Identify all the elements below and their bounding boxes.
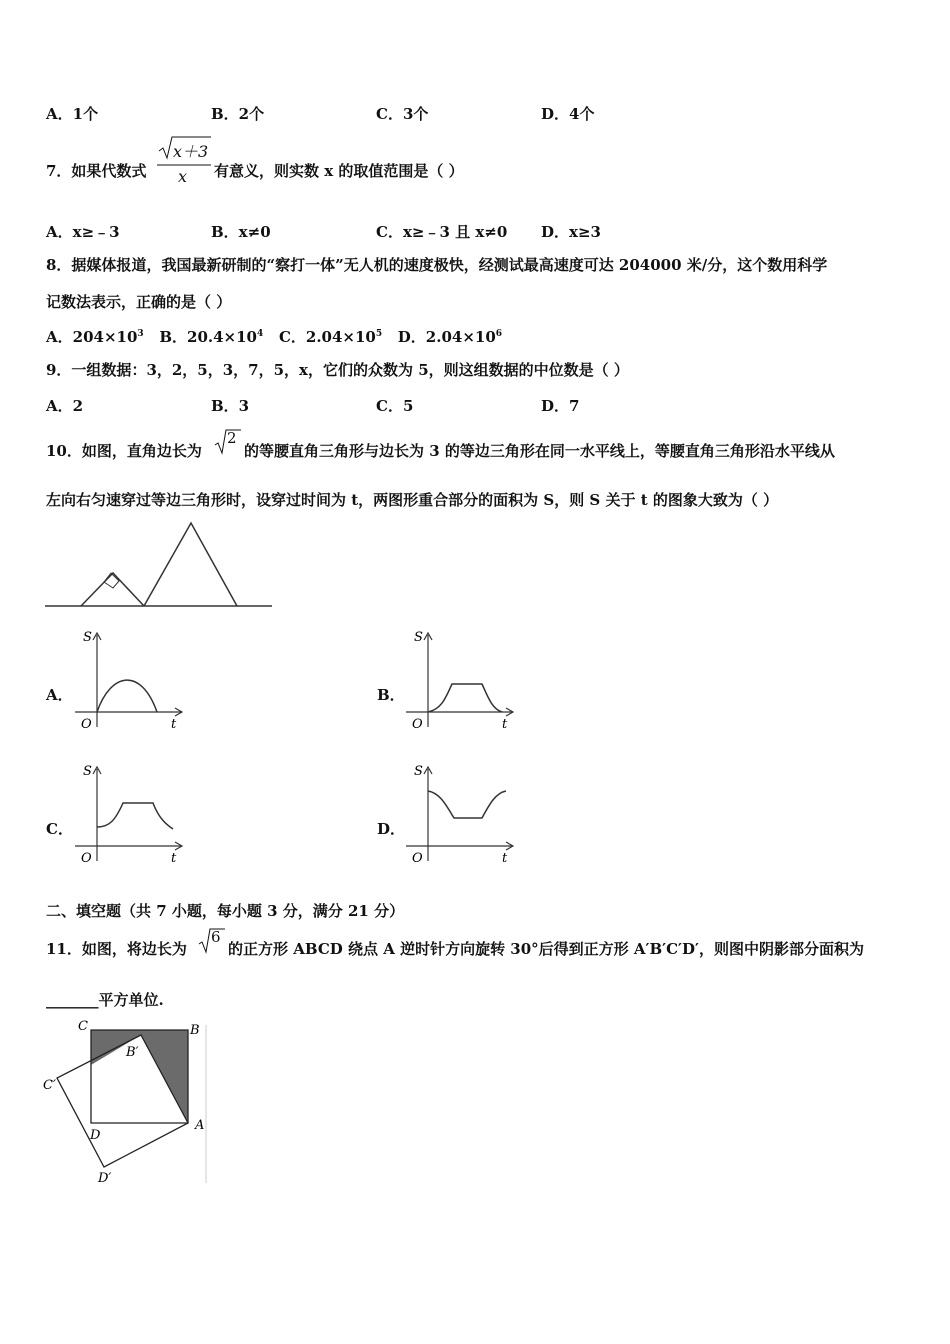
q9-stem: 9．一组数据：3，2，5，3，7，5，x，它们的众数为 5，则这组数据的中位数是（ ）	[46, 361, 629, 379]
q9-option-d: D．7	[541, 397, 580, 415]
q10-graph-c	[71, 761, 186, 869]
q10-option-a-label: A．	[46, 686, 73, 704]
q6-option-b: B．2个	[211, 105, 265, 123]
q7-fraction	[157, 136, 213, 190]
q9-option-c: C．5	[376, 397, 414, 415]
q7-stem-after: 有意义，则实数 x 的取值范围是（ ）	[214, 162, 464, 180]
q10-graph-a-s-label: S	[83, 630, 92, 645]
q8-option-a: A．204×10	[46, 328, 138, 346]
q11-label-d: D	[90, 1128, 101, 1143]
q10-figure	[44, 519, 276, 611]
q8-option-b-exponent: 4	[257, 329, 264, 339]
q11-label-a: A	[195, 1118, 205, 1133]
q7-option-b: B．x≠0	[211, 223, 271, 241]
q11-label-b-prime: B′	[126, 1045, 139, 1060]
q11-line2	[46, 990, 164, 1010]
q10-stem-before: 10．如图，直角边长为	[46, 442, 202, 460]
q11-answer-blank[interactable]: _______	[46, 991, 99, 1009]
q10-radicand: 2	[227, 429, 237, 447]
q10-graph-c-s-label: S	[83, 764, 92, 779]
q11-label-c-prime: C′	[43, 1078, 56, 1093]
q10-graph-a-origin: O	[81, 717, 92, 732]
q8-options	[46, 326, 502, 347]
q10-graph-d-s-label: S	[414, 764, 423, 779]
q6-option-a: A．1个	[46, 105, 99, 123]
q10-option-b-label: B．	[377, 686, 405, 704]
q8-option-d-exponent: 6	[495, 329, 503, 339]
q7-option-a: A．x≥﹣3	[46, 223, 120, 241]
q7-stem-before: 7．如果代数式	[46, 162, 147, 180]
q10-option-c-label: C．	[46, 820, 73, 838]
q10-graph-b	[402, 627, 517, 735]
q11-shaded-region	[91, 1030, 188, 1123]
q8-option-d: D．2.04×10	[397, 328, 496, 346]
q11-figure	[40, 1015, 215, 1190]
q10-graph-b-s-label: S	[414, 630, 423, 645]
q11-label-d-prime: D′	[98, 1171, 112, 1186]
q7-denominator: x	[178, 167, 188, 186]
section2-title: 二、填空题（共 7 小题，每小题 3 分，满分 21 分）	[46, 902, 405, 920]
q11-line2-text: 平方单位.	[98, 991, 164, 1009]
q10-stem-line2: 左向右匀速穿过等边三角形时，设穿过时间为 t，两图形重合部分的面积为 S，则 S 关于 t 的图象大致为（ ）	[46, 491, 779, 509]
q8-option-a-exponent: 3	[137, 329, 144, 339]
q10-graph-d	[402, 761, 517, 869]
q11-stem-after: 的正方形 ABCD 绕点 A 逆时针方向旋转 30°后得到正方形 A′B′C′D′，则图中阴影部分面积为	[228, 940, 864, 958]
q10-option-d-label: D．	[377, 820, 406, 838]
q8-option-b: B．20.4×10	[159, 328, 257, 346]
q10-graph-d-t-label: t	[502, 851, 508, 866]
q10-graph-a	[71, 627, 186, 735]
q10-stem-after: 的等腰直角三角形与边长为 3 的等边三角形在同一水平线上，等腰直角三角形沿水平线从	[244, 442, 835, 460]
q7-option-c: C．x≥﹣3 且 x≠0	[376, 223, 508, 241]
q9-option-a: A．2	[46, 397, 84, 415]
q8-stem-line1: 8．据媒体报道，我国最新研制的“察打一体”无人机的速度极快，经测试最高速度可达 204000 米/分，这个数用科学	[46, 256, 828, 274]
q11-stem-before: 11．如图，将边长为	[46, 940, 187, 958]
q10-graph-b-t-label: t	[502, 717, 508, 732]
q10-graph-b-origin: O	[412, 717, 423, 732]
q11-radicand: 6	[211, 928, 221, 946]
q7-option-d: D．x≥3	[541, 223, 601, 241]
q11-label-b: B	[190, 1023, 200, 1038]
q6-option-d: D．4个	[541, 105, 595, 123]
q8-option-c: C．2.04×10	[278, 328, 376, 346]
q8-stem-line2: 记数法表示，正确的是（ ）	[46, 293, 232, 311]
q7-numerator: x＋3	[173, 142, 209, 161]
q10-graph-d-origin: O	[412, 851, 423, 866]
q10-graph-c-t-label: t	[171, 851, 177, 866]
q9-option-b: B．3	[211, 397, 250, 415]
q8-option-c-exponent: 5	[375, 329, 383, 339]
q11-label-c: C	[78, 1019, 88, 1034]
q6-option-c: C．3个	[376, 105, 429, 123]
q10-graph-a-t-label: t	[171, 717, 177, 732]
q10-graph-c-origin: O	[81, 851, 92, 866]
